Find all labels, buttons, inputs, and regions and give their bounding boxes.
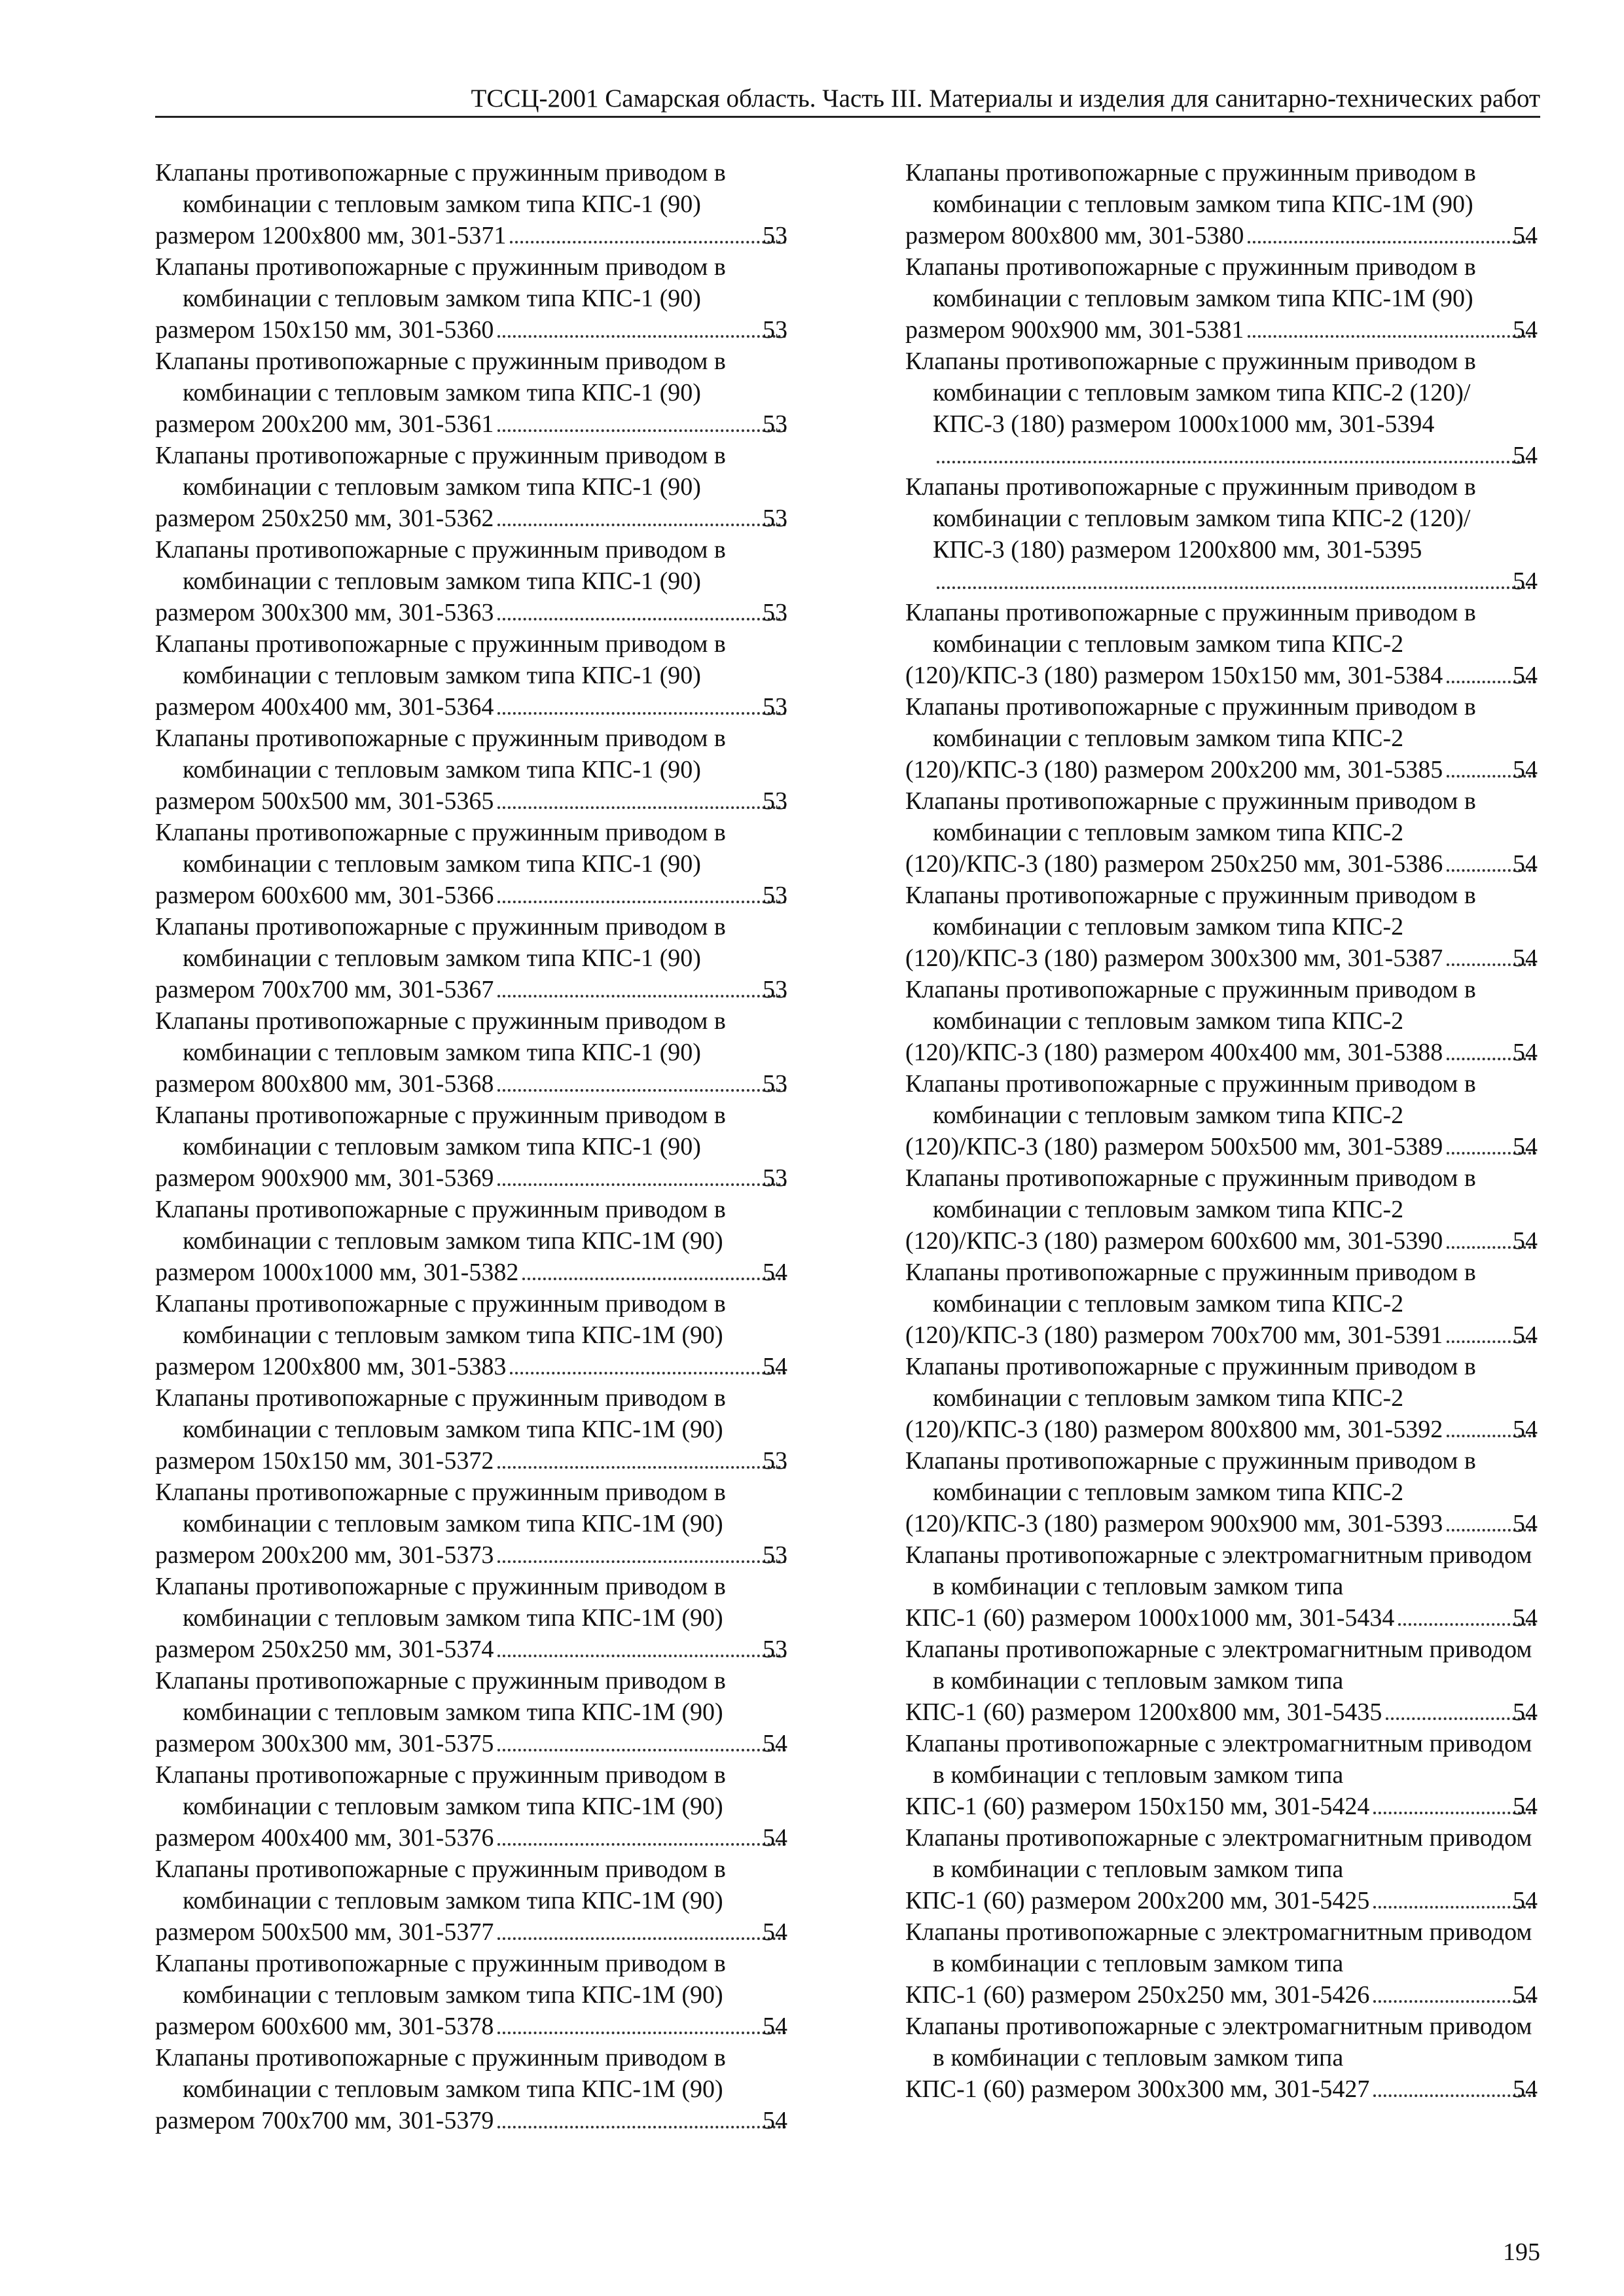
index-entry bbox=[155, 1571, 790, 1665]
entry-description: Клапаны противопожарные с пружинным приводом в комбинации с тепловым замком типа КПС-2 bbox=[905, 1070, 1476, 1129]
entry-description: Клапаны противопожарные с пружинным приводом в комбинации с тепловым замком типа КПС-1 (90) bbox=[155, 819, 726, 878]
entry-leader-line: размером 1000х1000 мм, 301-5382 54 bbox=[183, 1257, 790, 1288]
index-entry bbox=[905, 785, 1540, 880]
entry-description: Клапаны противопожарные с пружинным приводом в комбинации с тепловым замком типа КПС-1 (90) bbox=[155, 348, 726, 406]
index-entry bbox=[155, 723, 790, 817]
entry-leader-line: размером 500х500 мм, 301-5377 54 bbox=[183, 1916, 790, 1948]
entry-description: Клапаны противопожарные с пружинным приводом в комбинации с тепловым замком типа КПС-1 (90) bbox=[155, 536, 726, 595]
dot-leader bbox=[497, 524, 786, 526]
entry-leader-line: размером 900х900 мм, 301-5381 54 bbox=[933, 314, 1540, 346]
index-entry bbox=[905, 1822, 1540, 1916]
index-entry bbox=[905, 1257, 1540, 1351]
index-entry bbox=[905, 471, 1540, 597]
index-entry bbox=[155, 628, 790, 723]
dot-leader bbox=[937, 586, 1536, 589]
dot-leader bbox=[497, 618, 786, 620]
dot-leader bbox=[497, 901, 786, 903]
index-entry bbox=[155, 1100, 790, 1194]
dot-leader bbox=[497, 335, 786, 338]
entry-size-code: размером 400х400 мм, 301-5364 bbox=[155, 693, 494, 721]
entry-leader-line: размером 300х300 мм, 301-5375 54 bbox=[183, 1728, 790, 1759]
entry-description: Клапаны противопожарные с электромагнитным приводом в комбинации с тепловым замком типа bbox=[905, 1730, 1532, 1789]
dot-leader bbox=[497, 1560, 786, 1563]
entry-size-code: (120)/КПС-3 (180) размером 150х150 мм, 301-5384 bbox=[905, 662, 1443, 689]
index-entry bbox=[155, 1854, 790, 1948]
entry-size-code: размером 200х200 мм, 301-5373 bbox=[155, 1541, 494, 1569]
index-entry bbox=[905, 157, 1540, 251]
index-entry bbox=[905, 1162, 1540, 1257]
entry-description: Клапаны противопожарные с пружинным приводом в комбинации с тепловым замком типа КПС-2 bbox=[905, 1164, 1476, 1223]
dot-leader bbox=[510, 1372, 786, 1374]
index-entry bbox=[155, 1194, 790, 1288]
index-entry bbox=[905, 1068, 1540, 1162]
entry-size-code: размером 600х600 мм, 301-5378 bbox=[155, 2013, 494, 2040]
entry-leader-line: размером 150х150 мм, 301-5372 53 bbox=[183, 1445, 790, 1477]
entry-size-code: размером 900х900 мм, 301-5369 bbox=[155, 1164, 494, 1192]
entry-description: Клапаны противопожарные с пружинным приводом в комбинации с тепловым замком типа КПС-1 (90) bbox=[155, 630, 726, 689]
entry-description: Клапаны противопожарные с пружинным приводом в комбинации с тепловым замком типа КПС-1 (90) bbox=[155, 442, 726, 501]
entry-description: Клапаны противопожарные с пружинным приводом в комбинации с тепловым замком типа КПС-1М (90) bbox=[155, 1384, 726, 1443]
entry-size-code: (120)/КПС-3 (180) размером 250х250 мм, 301-5386 bbox=[905, 850, 1443, 878]
entry-leader-line: размером 1200х800 мм, 301-5383 54 bbox=[183, 1351, 790, 1382]
dot-leader bbox=[1373, 2094, 1536, 2097]
entry-leader-line: 54 bbox=[933, 440, 1540, 471]
entry-size-code: размером 400х400 мм, 301-5376 bbox=[155, 1824, 494, 1852]
dot-leader bbox=[510, 241, 786, 243]
index-entry bbox=[905, 251, 1540, 346]
index-entry bbox=[155, 911, 790, 1005]
entry-leader-line: КПС-1 (60) размером 150х150 мм, 301-5424 54 bbox=[933, 1791, 1540, 1822]
dot-leader bbox=[497, 712, 786, 715]
index-column-right bbox=[905, 157, 1540, 2105]
index-entry bbox=[155, 1948, 790, 2042]
entry-description: Клапаны противопожарные с пружинным приводом в комбинации с тепловым замком типа КПС-2 bbox=[905, 976, 1476, 1035]
dot-leader bbox=[497, 995, 786, 997]
entry-description: Клапаны противопожарные с пружинным приводом в комбинации с тепловым замком типа КПС-2 (120)/КПС-3 (180) размером 1200х800 мм, 301-5395 bbox=[905, 473, 1476, 564]
entry-leader-line: КПС-1 (60) размером 1000х1000 мм, 301-5434 54 bbox=[933, 1602, 1540, 1634]
entry-leader-line: размером 800х800 мм, 301-5368 53 bbox=[183, 1068, 790, 1100]
index-entry bbox=[155, 534, 790, 628]
entry-size-code: КПС-1 (60) размером 300х300 мм, 301-5427 bbox=[905, 2075, 1370, 2103]
dot-leader bbox=[497, 2126, 786, 2128]
index-entry bbox=[905, 691, 1540, 785]
entry-size-code: размером 900х900 мм, 301-5381 bbox=[905, 316, 1244, 344]
entry-size-code: размером 200х200 мм, 301-5361 bbox=[155, 410, 494, 438]
index-entry bbox=[905, 2011, 1540, 2105]
entry-leader-line: (120)/КПС-3 (180) размером 400х400 мм, 301-5388 54 bbox=[933, 1037, 1540, 1068]
entry-leader-line: размером 700х700 мм, 301-5379 54 bbox=[183, 2105, 790, 2136]
entry-leader-line: размером 400х400 мм, 301-5376 54 bbox=[183, 1822, 790, 1854]
entry-size-code: КПС-1 (60) размером 200х200 мм, 301-5425 bbox=[905, 1887, 1370, 1914]
entry-leader-line: размером 250х250 мм, 301-5374 53 bbox=[183, 1634, 790, 1665]
entry-description: Клапаны противопожарные с пружинным приводом в комбинации с тепловым замком типа КПС-1М (90) bbox=[905, 159, 1476, 218]
entry-leader-line: (120)/КПС-3 (180) размером 500х500 мм, 301-5389 54 bbox=[933, 1131, 1540, 1162]
entry-leader-line: размером 600х600 мм, 301-5366 53 bbox=[183, 880, 790, 911]
entry-size-code: размером 300х300 мм, 301-5363 bbox=[155, 599, 494, 626]
index-entry bbox=[905, 880, 1540, 974]
entry-leader-line: размером 500х500 мм, 301-5365 53 bbox=[183, 785, 790, 817]
entry-description: Клапаны противопожарные с пружинным приводом в комбинации с тепловым замком типа КПС-1 (90) bbox=[155, 1007, 726, 1066]
index-entry bbox=[155, 1477, 790, 1571]
entry-size-code: (120)/КПС-3 (180) размером 600х600 мм, 301-5390 bbox=[905, 1227, 1443, 1255]
entry-description: Клапаны противопожарные с пружинным приводом в комбинации с тепловым замком типа КПС-2 bbox=[905, 787, 1476, 846]
entry-leader-line: размером 200х200 мм, 301-5361 53 bbox=[183, 408, 790, 440]
entry-description: Клапаны противопожарные с электромагнитным приводом в комбинации с тепловым замком типа bbox=[905, 1636, 1532, 1695]
entry-size-code: (120)/КПС-3 (180) размером 200х200 мм, 301-5385 bbox=[905, 756, 1443, 783]
entry-description: Клапаны противопожарные с пружинным приводом в комбинации с тепловым замком типа КПС-1 (90) bbox=[155, 913, 726, 972]
entry-leader-line: размером 800х800 мм, 301-5380 54 bbox=[933, 220, 1540, 251]
index-entry bbox=[155, 346, 790, 440]
entry-description: Клапаны противопожарные с пружинным приводом в комбинации с тепловым замком типа КПС-1М (90) bbox=[155, 1479, 726, 1537]
entry-leader-line: размером 250х250 мм, 301-5362 53 bbox=[183, 503, 790, 534]
entry-leader-line: размером 400х400 мм, 301-5364 53 bbox=[183, 691, 790, 723]
entry-leader-line: (120)/КПС-3 (180) размером 250х250 мм, 301-5386 54 bbox=[933, 848, 1540, 880]
entry-size-code: размером 500х500 мм, 301-5377 bbox=[155, 1918, 494, 1946]
entry-description: Клапаны противопожарные с пружинным приводом в комбинации с тепловым замком типа КПС-1М (90) bbox=[155, 1856, 726, 1914]
dot-leader bbox=[1248, 335, 1536, 338]
index-entry bbox=[905, 1916, 1540, 2011]
entry-description: Клапаны противопожарные с пружинным приводом в комбинации с тепловым замком типа КПС-1М (90) bbox=[905, 253, 1476, 312]
index-entry bbox=[155, 1005, 790, 1100]
dot-leader bbox=[1248, 241, 1536, 243]
entry-description: Клапаны противопожарные с пружинным приводом в комбинации с тепловым замком типа КПС-1М (90) bbox=[155, 1667, 726, 1726]
entry-size-code: КПС-1 (60) размером 1000х1000 мм, 301-5434 bbox=[905, 1604, 1395, 1632]
entry-leader-line: размером 700х700 мм, 301-5367 53 bbox=[183, 974, 790, 1005]
dot-leader bbox=[497, 1655, 786, 1657]
index-entry bbox=[905, 1634, 1540, 1728]
dot-leader bbox=[1373, 1906, 1536, 1909]
entry-description: Клапаны противопожарные с пружинным приводом в комбинации с тепловым замком типа КПС-1М (90) bbox=[155, 2044, 726, 2103]
dot-leader bbox=[497, 1937, 786, 1940]
index-entry bbox=[155, 157, 790, 251]
index-entry bbox=[155, 440, 790, 534]
index-entry bbox=[155, 1288, 790, 1382]
entry-leader-line: (120)/КПС-3 (180) размером 200х200 мм, 301-5385 54 bbox=[933, 754, 1540, 785]
entry-size-code: размером 300х300 мм, 301-5375 bbox=[155, 1730, 494, 1757]
entry-size-code: размером 700х700 мм, 301-5367 bbox=[155, 976, 494, 1003]
entry-leader-line: (120)/КПС-3 (180) размером 900х900 мм, 301-5393 54 bbox=[933, 1508, 1540, 1539]
index-column-left bbox=[155, 157, 790, 2136]
dot-leader bbox=[497, 806, 786, 809]
dot-leader bbox=[497, 1466, 786, 1469]
entry-description: Клапаны противопожарные с пружинным приводом в комбинации с тепловым замком типа КПС-1 (90) bbox=[155, 725, 726, 783]
entry-description: Клапаны противопожарные с пружинным приводом в комбинации с тепловым замком типа КПС-1 (90) bbox=[155, 159, 726, 218]
entry-description: Клапаны противопожарные с пружинным приводом в комбинации с тепловым замком типа КПС-2 bbox=[905, 882, 1476, 941]
entry-size-code: (120)/КПС-3 (180) размером 800х800 мм, 301-5392 bbox=[905, 1416, 1443, 1443]
dot-leader bbox=[522, 1278, 786, 1280]
index-entry bbox=[155, 817, 790, 911]
entry-size-code: размером 1200х800 мм, 301-5383 bbox=[155, 1353, 507, 1380]
dot-leader bbox=[497, 1749, 786, 1751]
entry-size-code: размером 500х500 мм, 301-5365 bbox=[155, 787, 494, 815]
entry-size-code: КПС-1 (60) размером 1200х800 мм, 301-5435 bbox=[905, 1698, 1382, 1726]
page-header: ТССЦ-2001 Самарская область. Часть III. Материалы и изделия для санитарно-технических работ bbox=[471, 84, 1540, 113]
entry-size-code: (120)/КПС-3 (180) размером 400х400 мм, 301-5388 bbox=[905, 1039, 1443, 1066]
entry-leader-line: размером 150х150 мм, 301-5360 53 bbox=[183, 314, 790, 346]
index-entry bbox=[905, 597, 1540, 691]
entry-size-code: КПС-1 (60) размером 250х250 мм, 301-5426 bbox=[905, 1981, 1370, 2009]
index-entry bbox=[905, 1728, 1540, 1822]
index-entry bbox=[155, 2042, 790, 2136]
entry-size-code: (120)/КПС-3 (180) размером 900х900 мм, 301-5393 bbox=[905, 1510, 1443, 1537]
entry-leader-line: КПС-1 (60) размером 1200х800 мм, 301-5435 54 bbox=[933, 1696, 1540, 1728]
entry-size-code: размером 150х150 мм, 301-5372 bbox=[155, 1447, 494, 1475]
dot-leader bbox=[937, 461, 1536, 463]
entry-description: Клапаны противопожарные с пружинным приводом в комбинации с тепловым замком типа КПС-1М (90) bbox=[155, 1573, 726, 1632]
index-entry bbox=[155, 251, 790, 346]
entry-description: Клапаны противопожарные с пружинным приводом в комбинации с тепловым замком типа КПС-1 (90) bbox=[155, 253, 726, 312]
entry-size-code: размером 800х800 мм, 301-5380 bbox=[905, 222, 1244, 249]
index-entry bbox=[155, 1759, 790, 1854]
entry-leader-line: размером 1200х800 мм, 301-5371 53 bbox=[183, 220, 790, 251]
entry-size-code: размером 150х150 мм, 301-5360 bbox=[155, 316, 494, 344]
entry-description: Клапаны противопожарные с пружинным приводом в комбинации с тепловым замком типа КПС-2 bbox=[905, 1259, 1476, 1318]
dot-leader bbox=[497, 2032, 786, 2034]
entry-description: Клапаны противопожарные с электромагнитным приводом в комбинации с тепловым замком типа bbox=[905, 1541, 1532, 1600]
dot-leader bbox=[497, 1089, 786, 1092]
dot-leader bbox=[1373, 1812, 1536, 1814]
index-entry bbox=[905, 1351, 1540, 1445]
entry-description: Клапаны противопожарные с пружинным приводом в комбинации с тепловым замком типа КПС-1 (90) bbox=[155, 1102, 726, 1160]
index-entry bbox=[905, 974, 1540, 1068]
dot-leader bbox=[1373, 2000, 1536, 2003]
entry-leader-line: КПС-1 (60) размером 300х300 мм, 301-5427 54 bbox=[933, 2073, 1540, 2105]
entry-leader-line: размером 900х900 мм, 301-5369 53 bbox=[183, 1162, 790, 1194]
page-number: 195 bbox=[1503, 2238, 1540, 2266]
entry-description: Клапаны противопожарные с пружинным приводом в комбинации с тепловым замком типа КПС-2 bbox=[905, 599, 1476, 658]
entry-leader-line: (120)/КПС-3 (180) размером 600х600 мм, 301-5390 54 bbox=[933, 1225, 1540, 1257]
entry-description: Клапаны противопожарные с пружинным приводом в комбинации с тепловым замком типа КПС-2 bbox=[905, 1353, 1476, 1412]
entry-leader-line: КПС-1 (60) размером 250х250 мм, 301-5426 54 bbox=[933, 1979, 1540, 2011]
entry-size-code: размером 600х600 мм, 301-5366 bbox=[155, 882, 494, 909]
entry-size-code: (120)/КПС-3 (180) размером 500х500 мм, 301-5389 bbox=[905, 1133, 1443, 1160]
index-entry bbox=[155, 1382, 790, 1477]
entry-description: Клапаны противопожарные с пружинным приводом в комбинации с тепловым замком типа КПС-2 (120)/КПС-3 (180) размером 1000х1000 мм, 301-5394 bbox=[905, 348, 1476, 438]
entry-description: Клапаны противопожарные с электромагнитным приводом в комбинации с тепловым замком типа bbox=[905, 1824, 1532, 1883]
entry-description: Клапаны противопожарные с пружинным приводом в комбинации с тепловым замком типа КПС-1М (90) bbox=[155, 1290, 726, 1349]
index-entry bbox=[155, 1665, 790, 1759]
entry-description: Клапаны противопожарные с пружинным приводом в комбинации с тепловым замком типа КПС-1М (90) bbox=[155, 1196, 726, 1255]
entry-leader-line: размером 200х200 мм, 301-5373 53 bbox=[183, 1539, 790, 1571]
entry-size-code: размером 250х250 мм, 301-5374 bbox=[155, 1636, 494, 1663]
index-entry bbox=[905, 1539, 1540, 1634]
entry-size-code: размером 1200х800 мм, 301-5371 bbox=[155, 222, 507, 249]
entry-description: Клапаны противопожарные с пружинным приводом в комбинации с тепловым замком типа КПС-2 bbox=[905, 1447, 1476, 1506]
entry-size-code: (120)/КПС-3 (180) размером 700х700 мм, 301-5391 bbox=[905, 1321, 1443, 1349]
entry-leader-line: КПС-1 (60) размером 200х200 мм, 301-5425 54 bbox=[933, 1885, 1540, 1916]
entry-description: Клапаны противопожарные с пружинным приводом в комбинации с тепловым замком типа КПС-2 bbox=[905, 693, 1476, 752]
entry-description: Клапаны противопожарные с пружинным приводом в комбинации с тепловым замком типа КПС-1М (90) bbox=[155, 1950, 726, 2009]
entry-leader-line: (120)/КПС-3 (180) размером 700х700 мм, 301-5391 54 bbox=[933, 1319, 1540, 1351]
entry-leader-line: размером 300х300 мм, 301-5363 53 bbox=[183, 597, 790, 628]
entry-description: Клапаны противопожарные с пружинным приводом в комбинации с тепловым замком типа КПС-1М (90) bbox=[155, 1761, 726, 1820]
entry-size-code: КПС-1 (60) размером 150х150 мм, 301-5424 bbox=[905, 1793, 1370, 1820]
entry-leader-line: (120)/КПС-3 (180) размером 300х300 мм, 301-5387 54 bbox=[933, 942, 1540, 974]
entry-leader-line: 54 bbox=[933, 565, 1540, 597]
header-rule bbox=[155, 116, 1540, 118]
dot-leader bbox=[497, 1843, 786, 1846]
entry-leader-line: размером 600х600 мм, 301-5378 54 bbox=[183, 2011, 790, 2042]
dot-leader bbox=[497, 429, 786, 432]
entry-size-code: размером 800х800 мм, 301-5368 bbox=[155, 1070, 494, 1098]
index-entry bbox=[905, 1445, 1540, 1539]
dot-leader bbox=[497, 1183, 786, 1186]
entry-size-code: размером 700х700 мм, 301-5379 bbox=[155, 2107, 494, 2134]
entry-size-code: (120)/КПС-3 (180) размером 300х300 мм, 301-5387 bbox=[905, 944, 1443, 972]
entry-leader-line: (120)/КПС-3 (180) размером 150х150 мм, 301-5384 54 bbox=[933, 660, 1540, 691]
entry-size-code: размером 250х250 мм, 301-5362 bbox=[155, 505, 494, 532]
entry-size-code: размером 1000х1000 мм, 301-5382 bbox=[155, 1259, 519, 1286]
entry-description: Клапаны противопожарные с электромагнитным приводом в комбинации с тепловым замком типа bbox=[905, 1918, 1532, 1977]
entry-leader-line: (120)/КПС-3 (180) размером 800х800 мм, 301-5392 54 bbox=[933, 1414, 1540, 1445]
index-entry bbox=[905, 346, 1540, 471]
entry-description: Клапаны противопожарные с электромагнитным приводом в комбинации с тепловым замком типа bbox=[905, 2013, 1532, 2072]
